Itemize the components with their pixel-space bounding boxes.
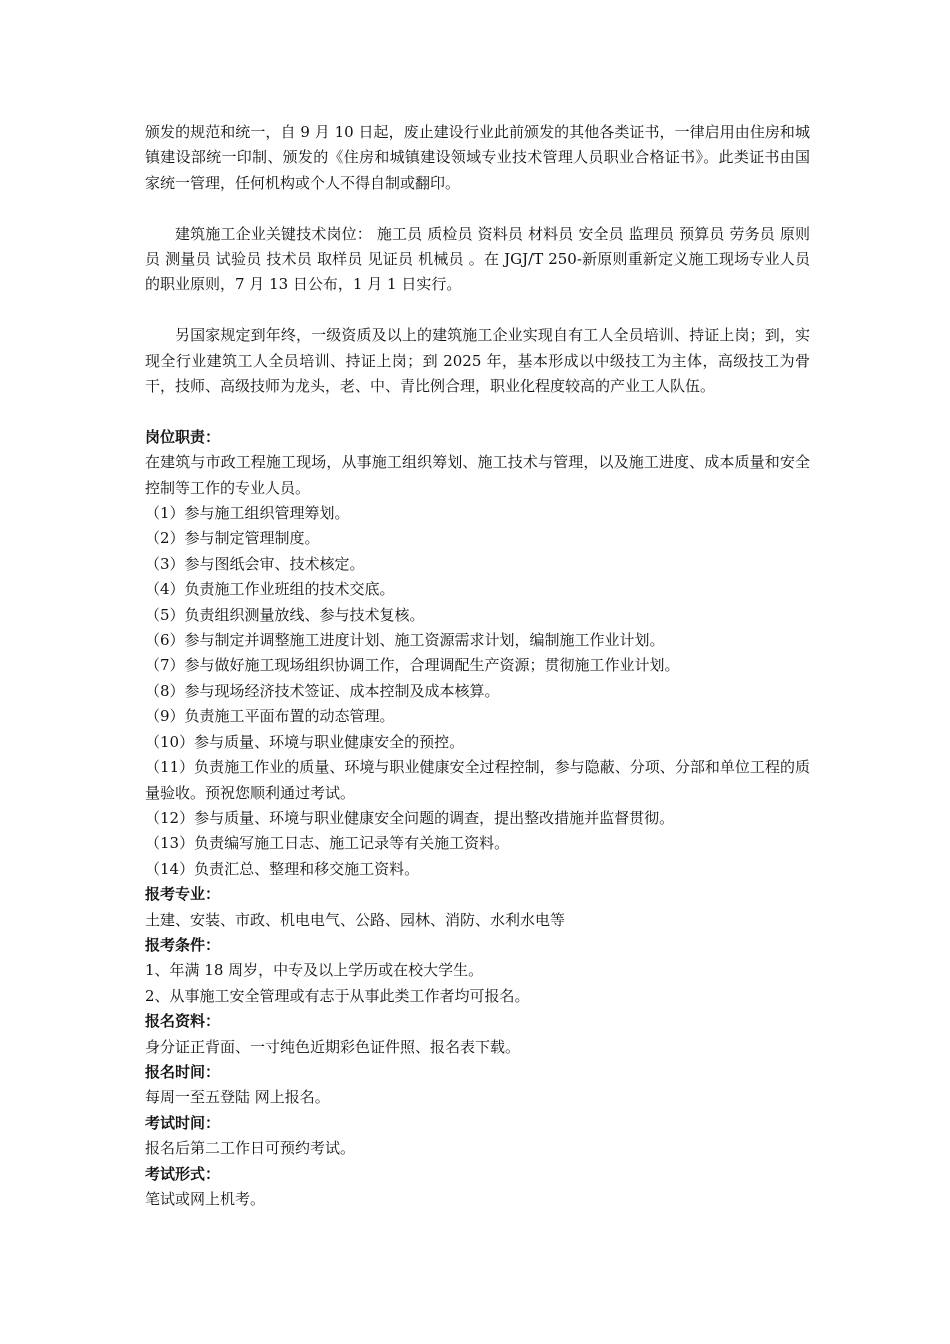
materials-heading: 报名资料： xyxy=(145,1012,221,1031)
majors-section xyxy=(145,882,810,933)
duties-section xyxy=(145,425,810,882)
duty-item: （5）负责组织测量放线、参与技术复核。 xyxy=(145,605,425,624)
materials-text: 身分证正背面、一寸纯色近期彩色证件照、报名表下载。 xyxy=(145,1037,521,1056)
document-page xyxy=(145,120,810,1212)
registration-time-text: 每周一至五登陆 网上报名。 xyxy=(145,1088,330,1107)
exam-form-heading: 考试形式： xyxy=(145,1164,221,1183)
registration-time-heading: 报名时间： xyxy=(145,1062,221,1081)
majors-text: 土建、安装、市政、机电电气、公路、园林、消防、水利水电等 xyxy=(145,910,566,929)
intro-paragraph-3: 另国家规定到年终，一级资质及以上的建筑施工企业实现自有工人全员培训、持证上岗；到，实现全行业建筑工人全员培训、持证上岗；到 2025 年，基本形成以中级技工为主体，高级技工为骨干，技师、高级技师为龙头，老、中、青比例合理，职业化程度较高的产业工人队伍。 xyxy=(145,326,810,396)
exam-form-text: 笔试或网上机考。 xyxy=(145,1190,266,1209)
conditions-section xyxy=(145,933,810,1009)
duty-item: （1）参与施工组织管理筹划。 xyxy=(145,504,350,523)
intro-paragraph-1: 颁发的规范和统一，自 9 月 10 日起，废止建设行业此前颁发的其他各类证书，一律启用由住房和城镇建设部统一印制、颁发的《住房和城镇建设领域专业技术管理人员职业合格证书》。此类证书由国家统一管理，任何机构或个人不得自制或翻印。 xyxy=(145,123,810,192)
condition-item: 1、年满 18 周岁，中专及以上学历或在校大学生。 xyxy=(145,961,484,980)
condition-item: 2、从事施工安全管理或有志于从事此类工作者均可报名。 xyxy=(145,986,530,1005)
duty-item: （3）参与图纸会审、技术核定。 xyxy=(145,554,365,573)
exam-time-text: 报名后第二工作日可预约考试。 xyxy=(145,1139,356,1158)
duty-item: （10）参与质量、环境与职业健康安全的预控。 xyxy=(145,732,465,751)
duty-item: （13）负责编写施工日志、施工记录等有关施工资料。 xyxy=(145,834,510,853)
duty-item: （12）参与质量、环境与职业健康安全问题的调查，提出整改措施并监督贯彻。 xyxy=(145,808,675,827)
materials-section xyxy=(145,1009,810,1060)
conditions-heading: 报考条件： xyxy=(145,935,221,954)
duty-item: （11）负责施工作业的质量、环境与职业健康安全过程控制，参与隐蔽、分项、分部和单位工程的质量验收。预祝您顺利通过考试。 xyxy=(145,758,810,802)
duties-description: 在建筑与市政工程施工现场，从事施工组织筹划、施工技术与管理，以及施工进度、成本质量和安全控制等工作的专业人员。 xyxy=(145,453,810,497)
duty-item: （2）参与制定管理制度。 xyxy=(145,529,320,548)
duties-heading: 岗位职责： xyxy=(145,427,221,446)
exam-time-heading: 考试时间： xyxy=(145,1113,221,1132)
exam-form-section xyxy=(145,1162,810,1213)
exam-time-section xyxy=(145,1111,810,1162)
duty-item: （7）参与做好施工现场组织协调工作，合理调配生产资源；贯彻施工作业计划。 xyxy=(145,656,680,675)
duty-item: （4）负责施工作业班组的技术交底。 xyxy=(145,580,395,599)
registration-time-section xyxy=(145,1060,810,1111)
majors-heading: 报考专业： xyxy=(145,885,221,904)
duty-item: （8）参与现场经济技术签证、成本控制及成本核算。 xyxy=(145,681,500,700)
duty-item: （9）负责施工平面布置的动态管理。 xyxy=(145,707,395,726)
duty-item: （6）参与制定并调整施工进度计划、施工资源需求计划，编制施工作业计划。 xyxy=(145,631,665,650)
duty-item: （14）负责汇总、整理和移交施工资料。 xyxy=(145,859,420,878)
intro-paragraph-2: 建筑施工企业关键技术岗位： 施工员 质检员 资料员 材料员 安全员 监理员 预算员 劳务员 原则员 测量员 试验员 技术员 取样员 见证员 机械员 。在 JGJ/T 250-新原则重新定义施工现场专业人员的职业原则，7 月 13 日公布，1 月 1 日实行。 xyxy=(145,224,810,294)
